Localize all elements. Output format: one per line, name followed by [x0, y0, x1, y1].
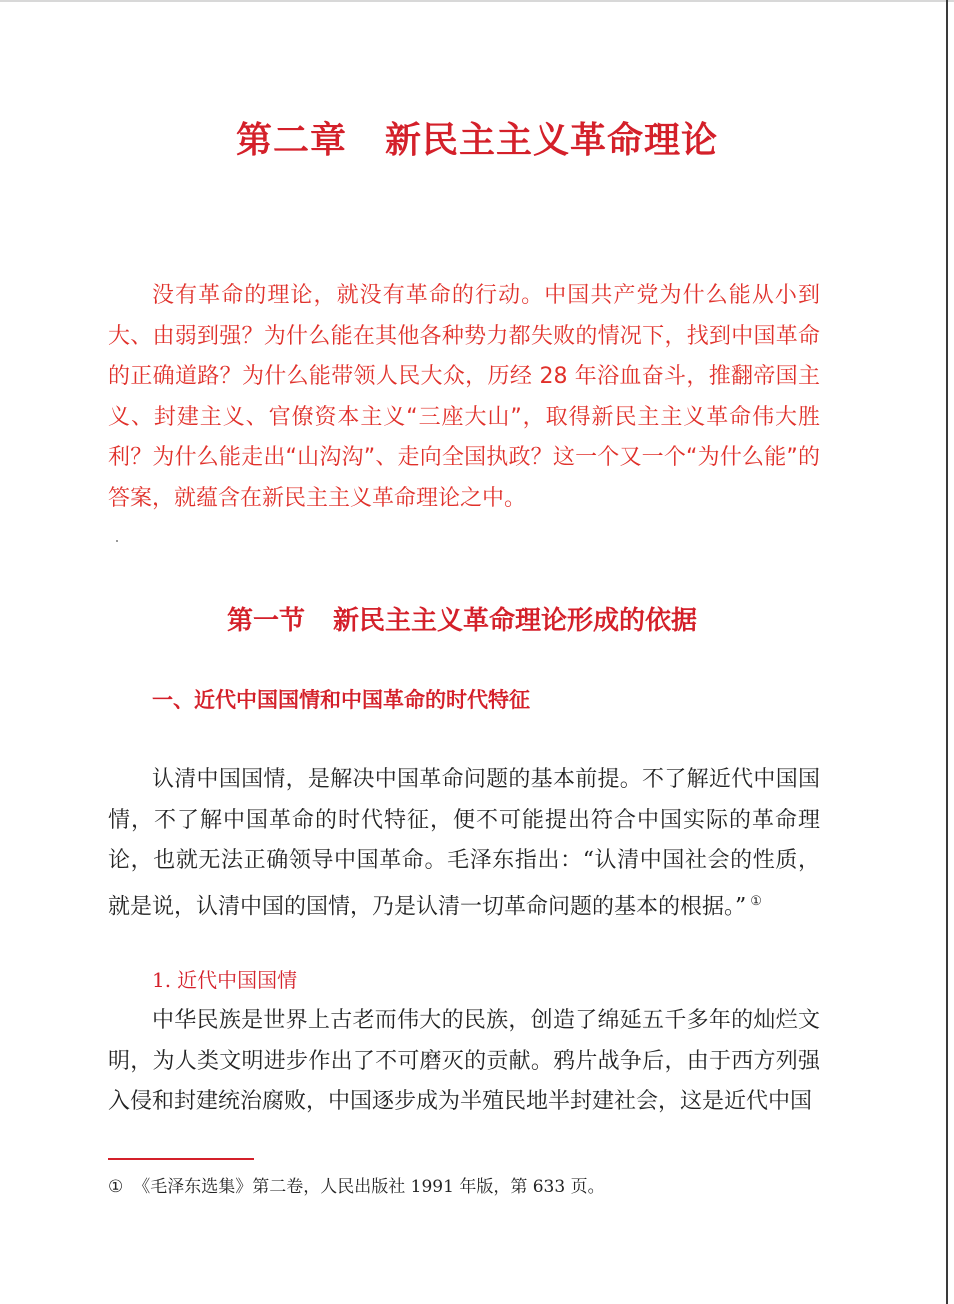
body-paragraph-1-text: 认清中国国情，是解决中国革命问题的基本前提。不了解近代中国国情，不了解中国革命的时代特征，便不可能提出符合中国实际的革命理论，也就无法正确领导中国革命。毛泽东指出：“认清中国社会的性质，就是说，认清中国的国情，乃是认清一切革命问题的基本的根据。”: [108, 767, 820, 919]
scan-right-edge: [946, 0, 948, 1304]
numbered-heading-title: 近代中国国情: [177, 968, 298, 992]
numbered-heading: [152, 964, 297, 993]
footnote: [108, 1172, 820, 1197]
section-title: [0, 600, 924, 637]
numbered-heading-number: 1.: [152, 968, 172, 992]
chapter-title: [0, 112, 954, 163]
body-paragraph-1: [108, 760, 820, 927]
footnote-divider: [108, 1158, 254, 1160]
footnote-mark: ①: [108, 1177, 124, 1197]
scan-top-edge: [0, 0, 954, 2]
chapter-name: 新民主主义革命理论: [385, 119, 719, 161]
intro-paragraph: 没有革命的理论，就没有革命的行动。中国共产党为什么能从小到大、由弱到强？为什么能在其他各种势力都失败的情况下，找到中国革命的正确道路？为什么能带领人民大众，历经 28 年浴血奋斗，推翻帝国主义、封建主义、官僚资本主义“三座大山”，取得新民主主义革命伟大胜利？为什么能走出“山沟沟”、走向全国执政？这一个又一个“为什么能”的答案，就蕴含在新民主主义革命理论之中。: [108, 283, 820, 511]
subsection-title: 一、近代中国国情和中国革命的时代特征: [152, 688, 530, 712]
scan-dot: [116, 540, 118, 542]
section-name: 新民主主义革命理论形成的依据: [333, 606, 698, 636]
body-paragraph-2: 中华民族是世界上古老而伟大的民族，创造了绵延五千多年的灿烂文明，为人类文明进步作出了不可磨灭的贡献。鸦片战争后，由于西方列强入侵和封建统治腐败，中国逐步成为半殖民地半封建社会，这是近代中国: [108, 1008, 820, 1114]
footnote-text: 《毛泽东选集》第二卷，人民出版社 1991 年版，第 633 页。: [133, 1177, 605, 1197]
chapter-number: 第二章: [235, 119, 347, 161]
section-number: 第一节: [226, 606, 305, 636]
footnote-reference[interactable]: ①: [750, 893, 762, 909]
